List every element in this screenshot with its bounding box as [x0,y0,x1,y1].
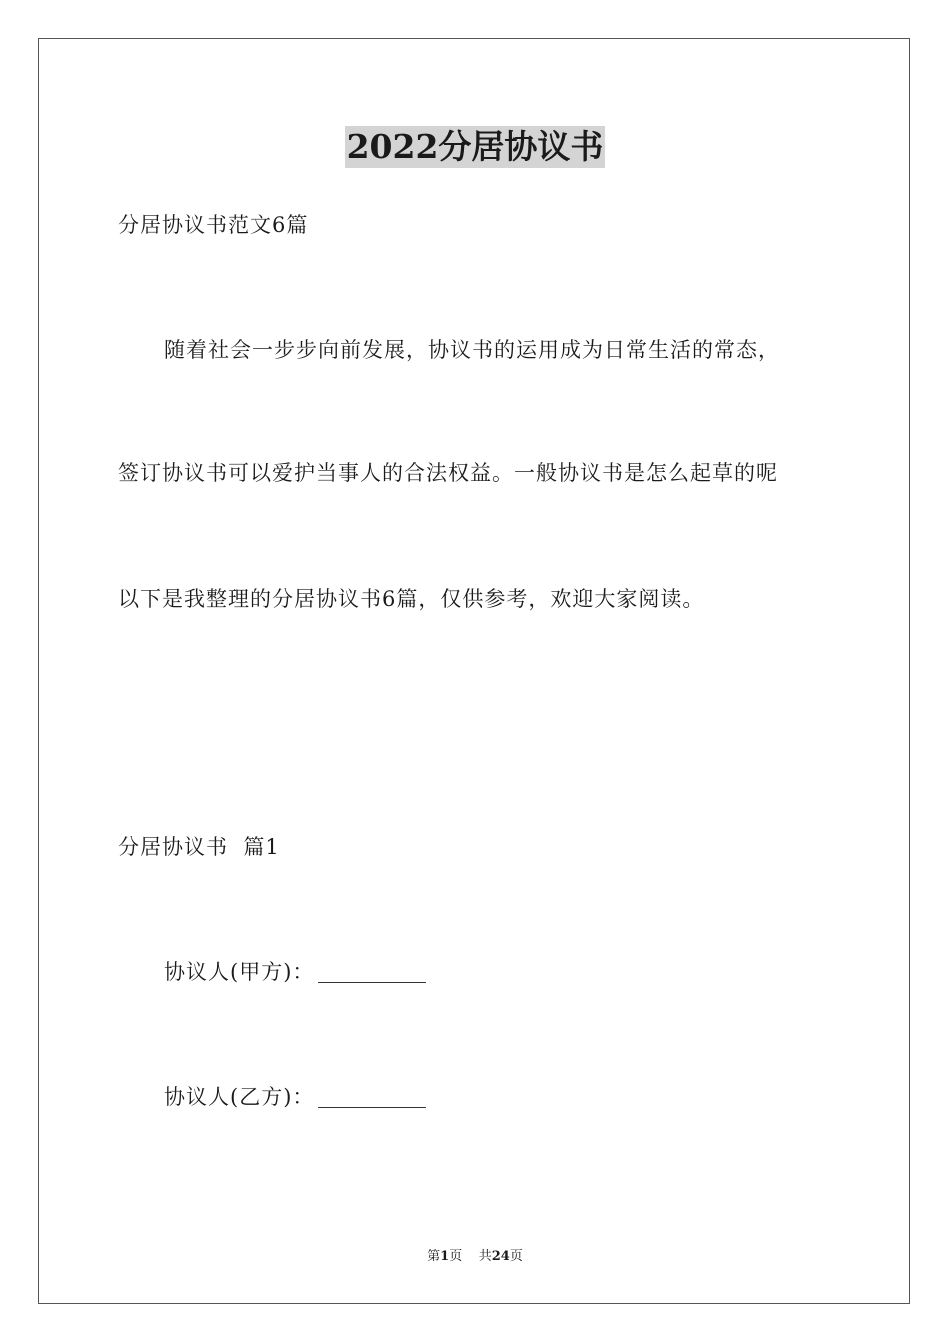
footer-total-suffix: 页 [509,1249,523,1264]
document-subtitle: 分居协议书范文6篇 [118,213,309,237]
party-b-row [164,1082,426,1112]
intro-line-1: 随着社会一步步向前发展，协议书的运用成为日常生活的常态， [164,338,780,362]
title-container [0,126,950,168]
intro-line-3: 以下是我整理的分居协议书6篇，仅供参考，欢迎大家阅读。 [118,587,705,611]
footer-total-pages: 24 [491,1249,510,1264]
footer-total-prefix: 共 [478,1249,492,1264]
section-heading: 分居协议书 篇1 [118,835,280,859]
footer-page-prefix: 第 [427,1249,441,1264]
party-b-blank[interactable] [318,1085,426,1108]
party-b-label: 协议人(乙方)： [164,1085,315,1109]
party-a-blank[interactable] [318,960,426,983]
party-a-row [164,957,426,987]
party-a-label: 协议人(甲方)： [164,960,315,984]
intro-line-2: 签订协议书可以爱护当事人的合法权益。一般协议书是怎么起草的呢 [118,461,778,485]
footer-page-number: 1 [440,1249,450,1264]
page-footer [0,1248,950,1266]
document-title: 2022分居协议书 [346,127,604,166]
footer-page-suffix: 页 [449,1249,463,1264]
